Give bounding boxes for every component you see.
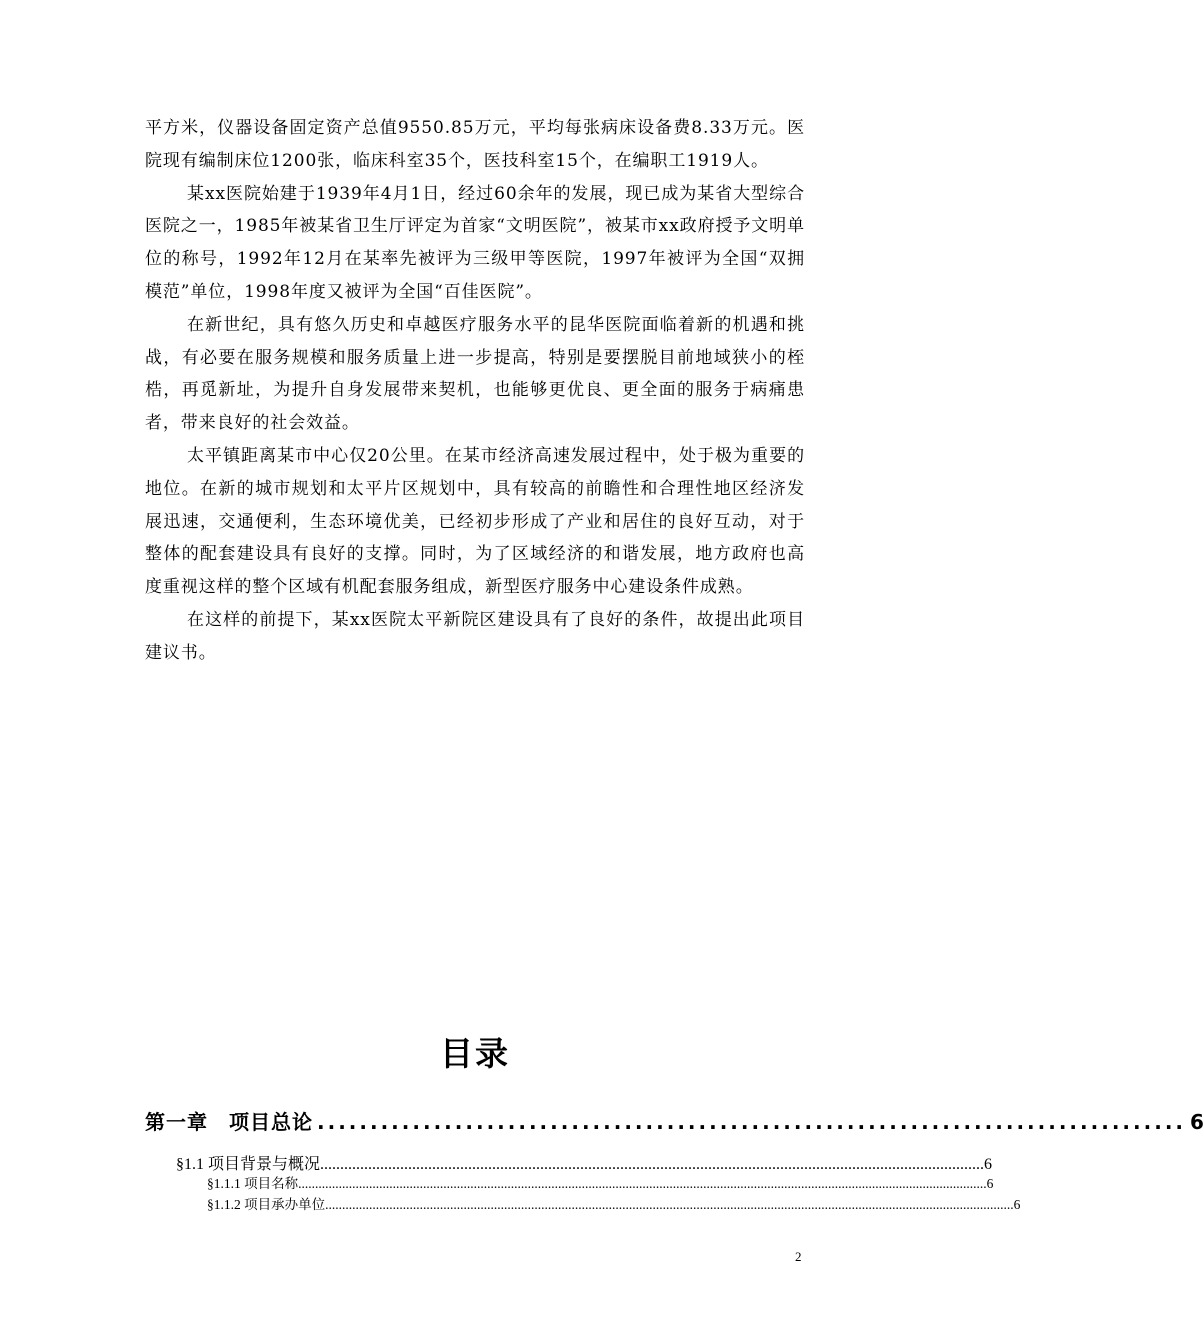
- toc-entry-page: 6: [986, 1176, 994, 1191]
- toc-leader-dots: ............................................................................................................................................................................................................: [325, 1197, 1014, 1212]
- toc-entry-section-1-1-1[interactable]: [207, 1172, 994, 1192]
- toc-entry-page: 6: [1013, 1197, 1021, 1212]
- toc-title: 目录: [440, 1034, 510, 1073]
- toc-entry-label: §1.1.1 项目名称: [207, 1176, 299, 1191]
- paragraph: 某xx医院始建于1939年4月1日，经过60余年的发展，现已成为某省大型综合医院之一，1985年被某省卫生厅评定为首家“文明医院”，被某市xx政府授予文明单位的称号，1992年12月在某率先被评为三级甲等医院，1997年被评为全国“双拥模范”单位，1998年度又被评为全国“百佳医院”。: [145, 183, 805, 302]
- body-text: [145, 112, 805, 670]
- paragraph: 平方米，仪器设备固定资产总值9550.85万元，平均每张病床设备费8.33万元。医院现有编制床位1200张，临床科室35个，医技科室15个，在编职工1919人。: [145, 118, 805, 171]
- toc-entry-label: §1.1 项目背景与概况: [176, 1156, 321, 1173]
- toc-entry-chapter-1[interactable]: [145, 1106, 1204, 1135]
- toc-entry-page: 6: [984, 1156, 993, 1173]
- paragraph: 太平镇距离某市中心仅20公里。在某市经济高速发展过程中，处于极为重要的地位。在新的城市规划和太平片区规划中，具有较高的前瞻性和合理性地区经济发展迅速，交通便利，生态环境优美，已经初步形成了产业和居住的良好互动，对于整体的配套建设具有良好的支撑。同时，为了区域经济的和谐发展，地方政府也高度重视这样的整个区域有机配套服务组成，新型医疗服务中心建设条件成熟。: [145, 445, 805, 598]
- toc-leader-dots: ............................................................................................................................................................................................................: [298, 1176, 987, 1191]
- toc-leader-dots: ......................................................................................................................................................................: [320, 1156, 985, 1173]
- toc-entry-section-1-1[interactable]: [176, 1151, 993, 1174]
- paragraph: 在这样的前提下，某xx医院太平新院区建设具有了良好的条件，故提出此项目建议书。: [145, 609, 805, 663]
- toc-entry-label: §1.1.2 项目承办单位: [207, 1197, 326, 1212]
- toc-entry-section-1-1-2[interactable]: [207, 1193, 1021, 1213]
- page-number: 2: [795, 1249, 802, 1264]
- toc-leader-dots: ..................................................................................: [317, 1110, 1187, 1134]
- toc-entry-label: 第一章 项目总论: [145, 1110, 313, 1134]
- toc-entry-page: 6: [1190, 1110, 1204, 1134]
- paragraph: 在新世纪，具有悠久历史和卓越医疗服务水平的昆华医院面临着新的机遇和挑战，有必要在服务规模和服务质量上进一步提高，特别是要摆脱目前地域狭小的桎梏，再觅新址，为提升自身发展带来契机，也能够更优良、更全面的服务于病痛患者，带来良好的社会效益。: [145, 314, 805, 434]
